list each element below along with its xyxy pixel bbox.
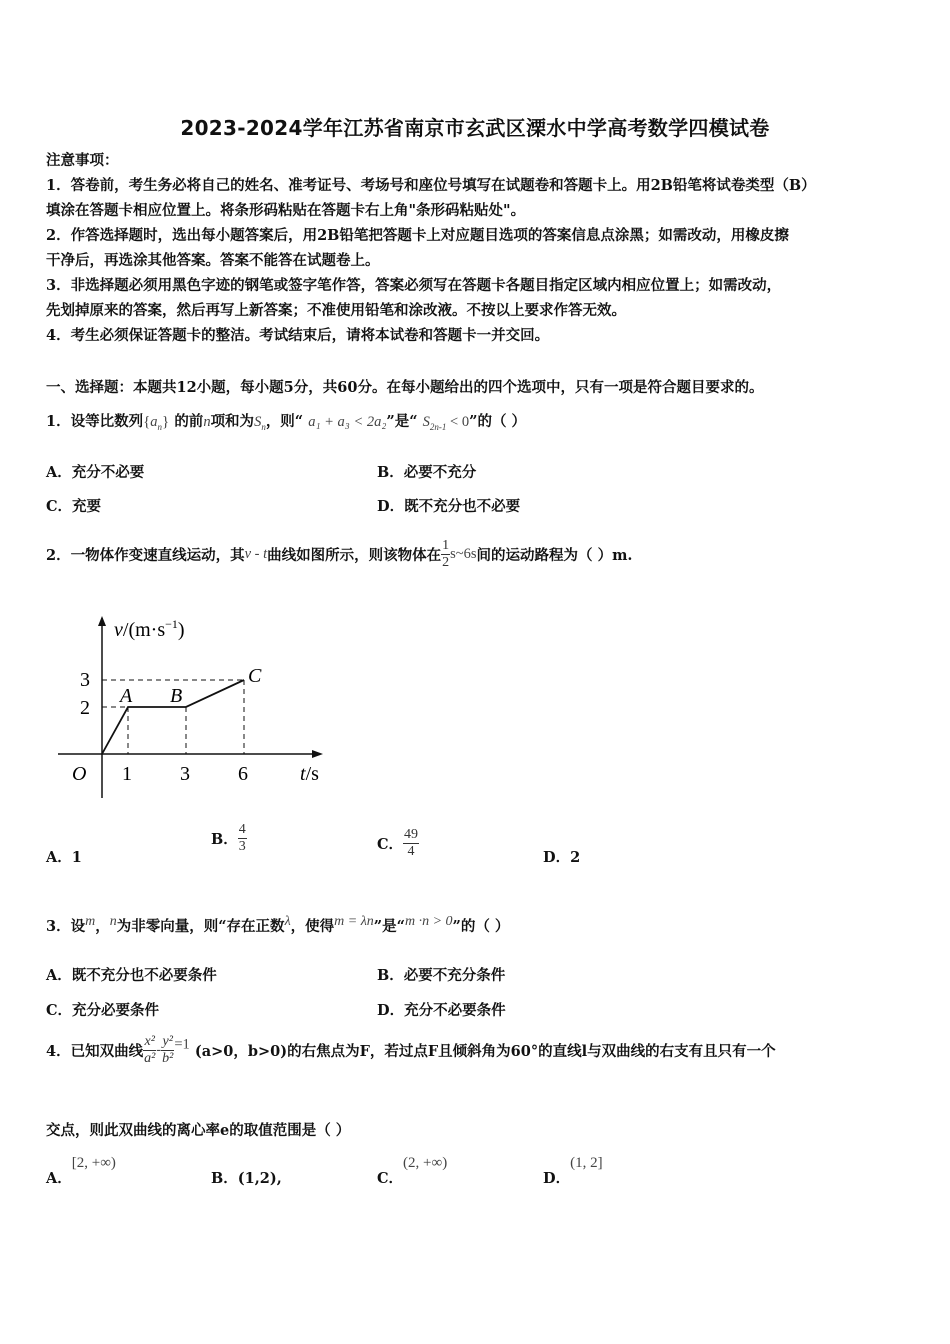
q3-option-a[interactable]: A．既不充分也不必要条件 — [46, 967, 217, 984]
page-title: 2023-2024学年江苏省南京市玄武区溧水中学高考数学四模试卷 — [180, 116, 770, 140]
q2-option-b[interactable]: B． $\frac{4}{3}$ — [211, 822, 246, 854]
y-axis-label: $v/(m\cdot s^{-1})$ — [114, 617, 185, 641]
x-axis-arrow — [312, 750, 323, 758]
question-4: 4．已知双曲线 $\frac{\text{x²}}{\text{a²}}$ - $\frac{\text{y²}}{\text{b²}}$ =1 (a>0，b>0)的右焦点为F，若过点F且倾斜角为60°的直线l与双曲线的右支有且只有一个 — [46, 1034, 776, 1066]
notice-line: 3．非选择题必须用黑色字迹的钢笔或签字笔作答，答案必须写在答题卡各题目指定区域内相应位置上；如需改动， — [46, 277, 782, 294]
y-tick-label: 2 — [80, 697, 90, 719]
vt-graph — [50, 610, 340, 805]
q1-option-c[interactable]: C．充要 — [46, 498, 102, 515]
time-range-fraction: $\frac{1}{2}$ — [442, 538, 450, 570]
notice-line: 4．考生必须保证答题卡的整洁。考试结束后，请将本试卷和答题卡一并交回。 — [46, 327, 550, 344]
notice-line: 先划掉原来的答案，然后再写上新答案；不准使用铅笔和涂改液。不按以上要求作答无效。 — [46, 302, 626, 319]
point-label-b: B — [170, 685, 183, 707]
q3-option-b[interactable]: B．必要不充分条件 — [377, 967, 506, 984]
q2-option-d[interactable]: D．2 — [543, 849, 581, 866]
q4-option-c[interactable]: C．(2, +∞) — [377, 1155, 448, 1187]
q4-option-b[interactable]: B．(1,2), — [211, 1170, 282, 1187]
y-axis-arrow — [98, 616, 106, 626]
origin-label: O — [72, 763, 87, 785]
x-tick-label: 6 — [238, 763, 248, 785]
question-2: 2．一物体作变速直线运动，其v - t曲线如图所示，则该物体在 $\frac{1}{2}$ s~6s间的运动路程为（ ）m. — [46, 538, 633, 570]
point-label-c: C — [248, 665, 262, 687]
notice-line: 干净后，再选涂其他答案。答案不能答在试题卷上。 — [46, 252, 380, 269]
q3-option-c[interactable]: C．充分必要条件 — [46, 1002, 160, 1019]
notice-line: 2．作答选择题时，选出每小题答案后，用2B铅笔把答题卡上对应题目选项的答案信息点涂黑；如需改动，用橡皮擦 — [46, 227, 789, 244]
x-axis-label: t/s — [300, 763, 319, 785]
question-1: 1．设等比数列$\{a_n\}$ 的前n项和为$S_n$，则“ a₁ + a₃ < 2a₂”是“ $S_{2n-1} < 0$”的（ ） — [46, 413, 526, 432]
notice-heading: 注意事项： — [46, 152, 119, 169]
y-tick-label: 3 — [80, 669, 90, 691]
q3-option-d[interactable]: D．充分不必要条件 — [377, 1002, 506, 1019]
condition-1: a₁ + a₃ < 2a₂ — [308, 414, 387, 430]
x-tick-label: 1 — [122, 763, 132, 785]
q4-option-d[interactable]: D．(1, 2] — [543, 1155, 603, 1187]
section-heading: 一、选择题：本题共12小题，每小题5分，共60分。在每小题给出的四个选项中，只有一项是符合题目要求的。 — [46, 379, 764, 396]
notice-block — [46, 148, 816, 348]
q1-option-d[interactable]: D．既不充分也不必要 — [377, 498, 521, 515]
q2-option-c[interactable]: C． $\frac{49}{4}$ — [377, 827, 419, 859]
notice-line: 1．答卷前，考生务必将自己的姓名、准考证号、考场号和座位号填写在试题卷和答题卡上。用2B铅笔将试卷类型（B） — [46, 177, 816, 194]
q1-option-b[interactable]: B．必要不充分 — [377, 464, 477, 481]
point-label-a: A — [120, 685, 133, 707]
q4-option-a[interactable]: A．[2, +∞) — [46, 1155, 116, 1187]
q1-option-a[interactable]: A．充分不必要 — [46, 464, 145, 481]
question-4-line2: 交点，则此双曲线的离心率e的取值范围是（ ） — [46, 1122, 351, 1139]
q2-option-a[interactable]: A．1 — [46, 849, 82, 866]
notice-line: 填涂在答题卡相应位置上。将条形码粘贴在答题卡右上角"条形码粘贴处"。 — [46, 202, 526, 219]
question-3: 3．设$^m$，$^n$为非零向量，则“存在正数$^\lambda$，使得$^{m = \lambda n}$”是“$^{m \cdot n > 0}$”的（ ） — [46, 914, 510, 935]
x-tick-label: 3 — [180, 763, 190, 785]
